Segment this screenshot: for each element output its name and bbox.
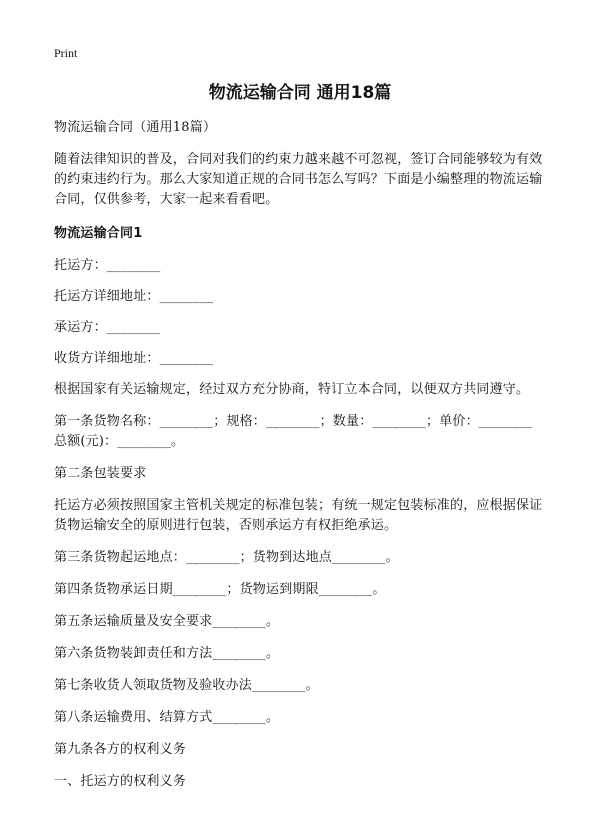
document-title: 物流运输合同 通用18篇 — [208, 83, 392, 103]
clause-8: 第八条运输费用、结算方式________。 — [54, 710, 280, 725]
clause-4: 第四条货物承运日期________；货物运到期限________。 — [54, 582, 386, 597]
clause-2-heading: 第二条包装要求 — [54, 466, 147, 481]
shipper-address-field: 托运方详细地址：________ — [54, 289, 214, 304]
clause-7: 第七条收货人领取货物及验收办法________。 — [54, 678, 319, 693]
document-subtitle: 物流运输合同（通用18篇） — [54, 120, 217, 135]
carrier-field: 承运方：________ — [54, 320, 161, 335]
clause-9-item-1: 一、托运方的权利义务 — [54, 774, 187, 789]
document-body — [54, 118, 544, 804]
clause-2-body: 托运方必须按照国家主管机关规定的标准包装；有统一规定包装标准的，应根据保证货物运输安全的原则进行包装，否则承运方有权拒绝承运。 — [54, 498, 543, 533]
clause-3: 第三条货物起运地点：________；货物到达地点________。 — [54, 550, 399, 565]
shipper-field: 托运方：________ — [54, 258, 161, 273]
consignee-address-field: 收货方详细地址：________ — [54, 351, 214, 366]
clause-1: 第一条货物名称：________；规格：________；数量：________；单价：________总额(元)：________。 — [54, 414, 533, 449]
print-label: Print — [54, 46, 78, 60]
clause-5: 第五条运输质量及安全要求________。 — [54, 614, 280, 629]
intro-paragraph: 随着法律知识的普及，合同对我们的约束力越来越不可忽视，签订合同能够较为有效的约束违约行为。那么大家知道正规的合同书怎么写吗？下面是小编整理的物流运输合同，仅供参考，大家一起来看看吧。 — [54, 152, 543, 207]
clause-9: 第九条各方的权利义务 — [54, 742, 187, 757]
clause-6: 第六条货物装卸责任和方法________。 — [54, 646, 280, 661]
section-heading: 物流运输合同1 — [54, 226, 143, 241]
preamble-paragraph: 根据国家有关运输规定，经过双方充分协商，特订立本合同，以便双方共同遵守。 — [54, 382, 530, 397]
